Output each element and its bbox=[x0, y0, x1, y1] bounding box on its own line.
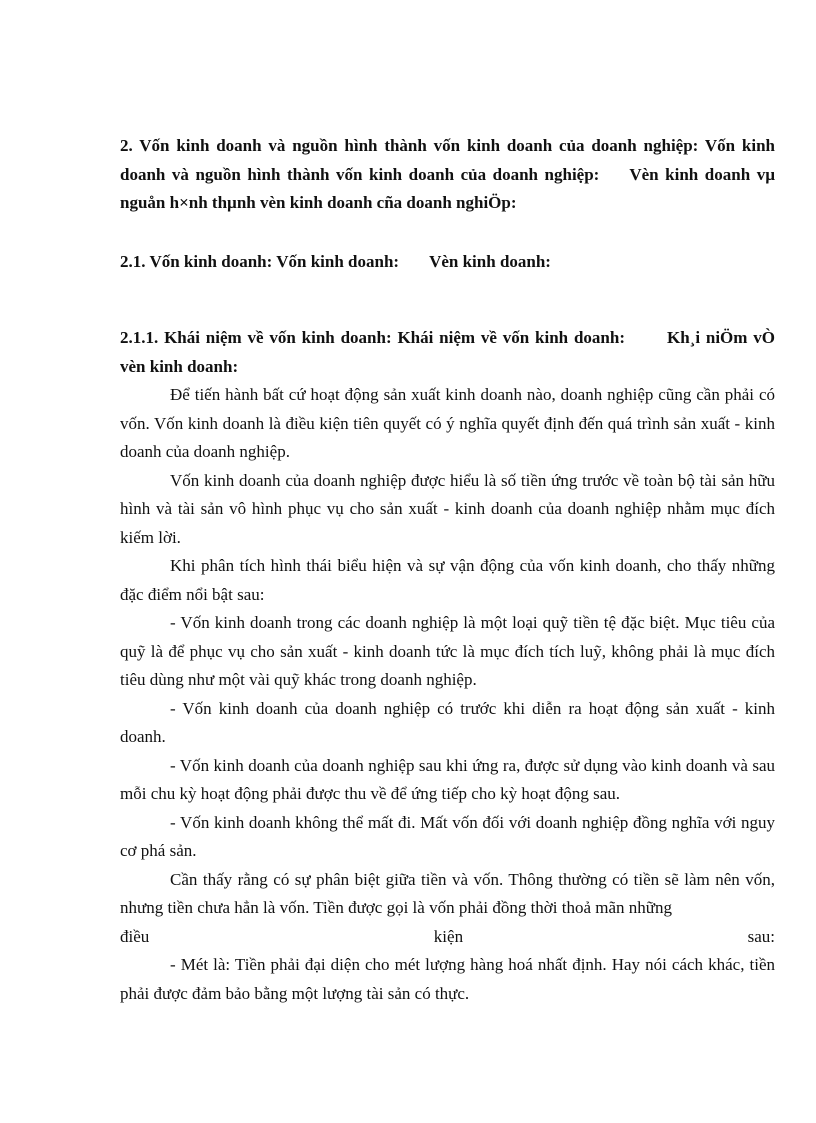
heading-section-2-1-1 bbox=[120, 324, 775, 381]
heading-section-2-legacy-text: Vèn kinh doanh vµ nguån h×nh thµnh vèn kinh doanh cña doanh nghiÖp: bbox=[120, 164, 775, 212]
document-body bbox=[120, 132, 775, 1008]
list-item: - Mét là: Tiền phải đại diện cho mét lượng hàng hoá nhất định. Hay nói cách khác, tiền phải được đảm bảo bằng một lượng tài sản có thực. bbox=[120, 955, 775, 1003]
word-dieu: điều bbox=[120, 926, 150, 946]
paragraph: Cần thấy rằng có sự phân biệt giữa tiền và vốn. Thông thường có tiền sẽ làm nên vốn, nhưng tiền chưa hẳn là vốn. Tiền được gọi là vốn phải đồng thời thoả mãn những bbox=[120, 869, 775, 917]
heading-section-2-text: 2. Vốn kinh doanh và nguồn hình thành vốn kinh doanh của doanh nghiệp: Vốn kinh doanh và nguồn hình thành vốn kinh doanh của doanh nghiệp: bbox=[120, 136, 775, 184]
heading-section-2-1 bbox=[120, 248, 775, 277]
list-item: - Vốn kinh doanh của doanh nghiệp có trước khi diễn ra hoạt động sản xuất - kinh doanh. bbox=[120, 698, 775, 746]
heading-section-2-1-legacy-text: Vèn kinh doanh: bbox=[429, 251, 551, 271]
heading-section-2 bbox=[120, 132, 775, 218]
paragraph: Khi phân tích hình thái biểu hiện và sự vận động của vốn kinh doanh, cho thấy những đặc điểm nổi bật sau: bbox=[120, 556, 775, 604]
list-item: - Vốn kinh doanh trong các doanh nghiệp là một loại quỹ tiền tệ đặc biệt. Mục tiêu của quỹ là để phục vụ cho sản xuất - kinh doanh tức là mục đích tích luỹ, không phải là mục đích tiêu dùng như một vài quỹ khác trong doanh nghiệp. bbox=[120, 613, 775, 689]
heading-section-2-1-1-legacy-text: Kh¸i niÖm vÒ vèn kinh doanh: bbox=[120, 328, 775, 376]
heading-section-2-1-text: 2.1. Vốn kinh doanh: Vốn kinh doanh: bbox=[120, 251, 400, 271]
list-item: - Vốn kinh doanh không thể mất đi. Mất vốn đối với doanh nghiệp đồng nghĩa với nguy cơ phá sản. bbox=[120, 812, 775, 860]
paragraph: Để tiến hành bất cứ hoạt động sản xuất kinh doanh nào, doanh nghiệp cũng cần phải có vốn. Vốn kinh doanh là điều kiện tiên quyết có ý nghĩa quyết định đến quá trình sản xuất - kinh doanh của doanh nghiệp. bbox=[120, 385, 775, 461]
justified-line bbox=[120, 923, 775, 952]
word-sau: sau: bbox=[747, 926, 775, 946]
list-item: - Vốn kinh doanh của doanh nghiệp sau khi ứng ra, được sử dụng vào kinh doanh và sau mỗi chu kỳ hoạt động phải được thu về để ứng tiếp cho kỳ hoạt động sau. bbox=[120, 755, 775, 803]
word-kien: kiện bbox=[433, 926, 464, 946]
heading-section-2-1-1-text: 2.1.1. Khái niệm về vốn kinh doanh: Khái niệm về vốn kinh doanh: bbox=[120, 328, 625, 347]
paragraph: Vốn kinh doanh của doanh nghiệp được hiểu là số tiền ứng trước về toàn bộ tài sản hữu hình và tài sản vô hình phục vụ cho sản xuất - kinh doanh của doanh nghiệp nhằm mục đích kiếm lời. bbox=[120, 470, 775, 547]
